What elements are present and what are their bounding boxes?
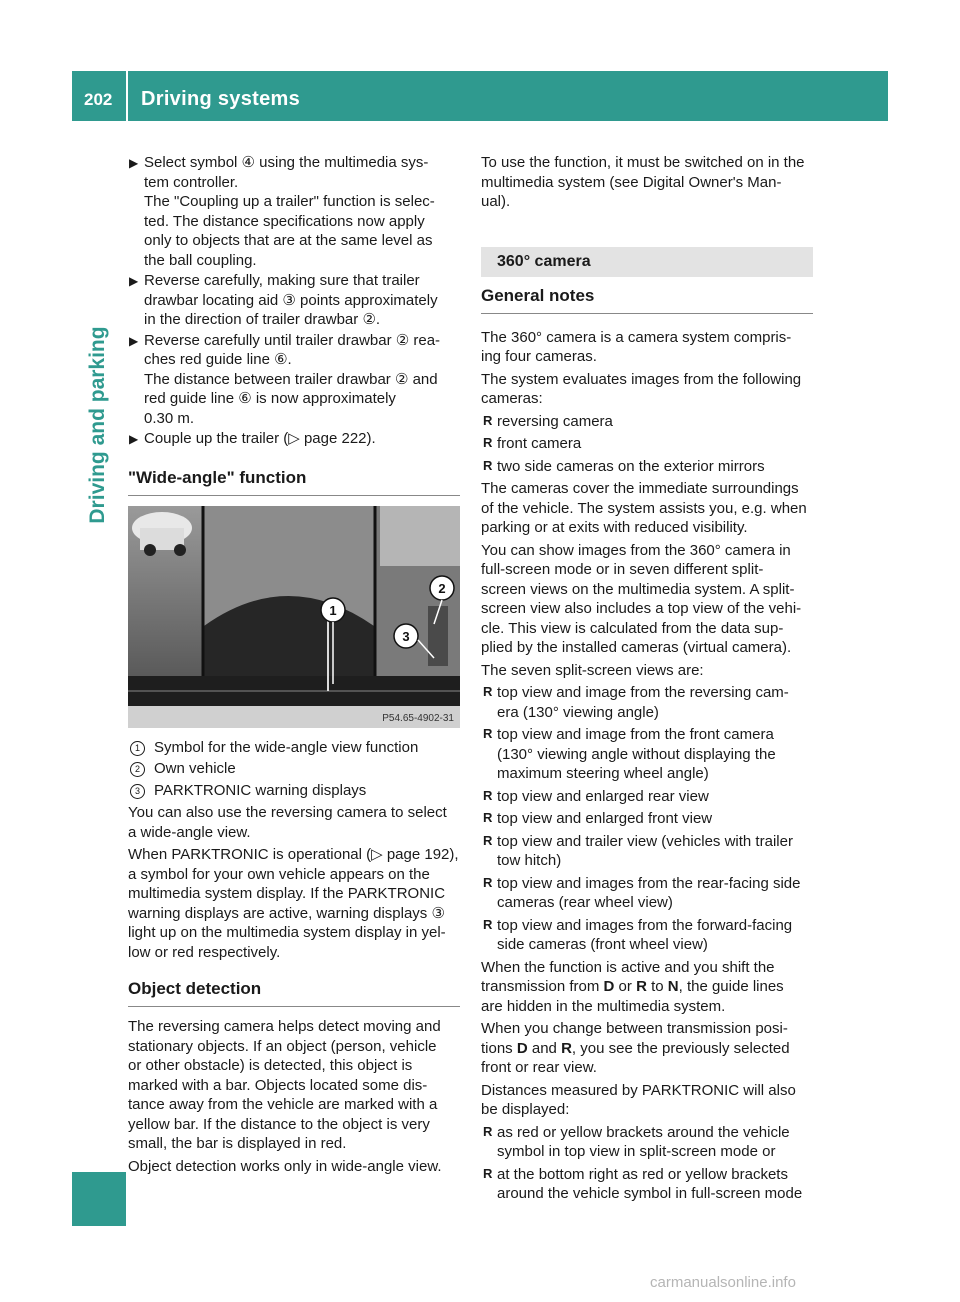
callout-3: 3 — [402, 628, 410, 644]
callout-1: 1 — [329, 602, 337, 618]
step-arrow-icon: ▶ — [129, 333, 139, 348]
object-detection-heading: Object detection — [128, 978, 460, 1007]
object-detection-paragraph-1 — [128, 1017, 460, 1154]
right-column — [481, 153, 813, 1207]
callout-2: 2 — [438, 580, 446, 596]
camera-section-band: 360° camera — [481, 247, 813, 277]
step-arrow-icon: ▶ — [129, 274, 139, 288]
paragraph: To use the function, it must be switched on in the multimedia system (see Digital Owner's Man- ual). — [481, 154, 805, 210]
legend-text: Symbol for the wide-angle view function — [154, 738, 419, 756]
general-paragraph-1 — [481, 328, 813, 367]
list-item: R top view and images from the rear-facing side cameras (rear wheel view) — [483, 874, 801, 911]
bullet-icon: R — [483, 916, 493, 932]
list-item: R top view and enlarged rear view — [483, 787, 709, 805]
wide-angle-paragraph-1 — [128, 803, 460, 842]
paragraph: The cameras cover the immediate surroundings of the vehicle. The system assists you, e.g. when parking or at exits with reduced visibility. — [481, 480, 807, 536]
bullet-icon: R — [483, 457, 493, 473]
figure-code: P54.65-4902-31 — [382, 712, 454, 724]
general-paragraph-7: When you change between transmission posi- tions D and R, you see the previously selected front or rear view. — [481, 1020, 790, 1076]
bullet-icon: R — [483, 412, 493, 428]
instruction-step: ▶ Couple up the trailer (▷ page 222). — [128, 429, 460, 449]
legend-number: 3 — [130, 784, 145, 799]
header-divider — [126, 71, 128, 121]
general-paragraph-5 — [481, 661, 813, 681]
legend-item — [128, 781, 460, 801]
bullet-icon: R — [483, 726, 493, 741]
bullet-icon: R — [483, 1123, 493, 1139]
step-arrow-icon: ▶ — [129, 432, 139, 446]
paragraph: When PARKTRONIC is operational (▷ page 192), a symbol for your own vehicle appears on the multimedia system display. If the PARKTRONIC warning displays are active, warning displays ③ light up on the multimedia system display in yel- low or red respectively. — [128, 846, 459, 961]
general-notes-heading: General notes — [481, 285, 813, 314]
bullet-icon: R — [483, 1165, 493, 1181]
general-paragraph-4 — [481, 541, 813, 658]
list-item: R two side cameras on the exterior mirrors — [483, 457, 765, 475]
footer-watermark: carmanualsonline.info — [650, 1274, 796, 1291]
bullet-icon: R — [483, 810, 493, 825]
paragraph: The 360° camera is a camera system compris- ing four cameras. — [481, 328, 792, 365]
list-item: R at the bottom right as red or yellow brackets around the vehicle symbol in full-screen mode — [483, 1165, 803, 1202]
step-arrow-icon: ▶ — [129, 156, 139, 170]
side-tab-label: Driving and parking — [86, 326, 109, 524]
wide-angle-heading: "Wide-angle" function — [128, 467, 460, 496]
wide-angle-paragraph-2 — [128, 845, 460, 962]
legend-item — [128, 759, 460, 779]
general-paragraph-3 — [481, 479, 813, 538]
list-item: R front camera — [483, 435, 582, 452]
camera-image — [128, 506, 460, 728]
figure-legend — [128, 738, 460, 801]
paragraph: Distances measured by PARKTRONIC will also be displayed: — [481, 1081, 796, 1118]
list-item: R as red or yellow brackets around the vehicle symbol in top view in split-screen mode or — [483, 1123, 790, 1160]
bullet-icon: R — [483, 787, 493, 803]
list-item: R top view and image from the reversing cam- era (130° viewing angle) — [483, 684, 789, 721]
general-paragraph-8 — [481, 1081, 813, 1120]
header-title: Driving systems — [141, 88, 301, 110]
list-item: R top view and images from the forward-facing side cameras (front wheel view) — [483, 916, 793, 953]
intro-paragraph — [481, 153, 813, 212]
bullet-icon: R — [483, 435, 493, 450]
list-item: R top view and image from the front camera (130° viewing angle without displaying the maximum steering wheel angle) — [483, 726, 776, 782]
side-tab-marker — [72, 1172, 126, 1226]
list-item: R reversing camera — [483, 412, 613, 430]
legend-number: 2 — [130, 762, 145, 777]
camera-list — [481, 412, 813, 477]
split-view-list — [481, 683, 813, 955]
object-detection-paragraph-2 — [128, 1157, 460, 1177]
paragraph: The seven split-screen views are: — [481, 661, 704, 679]
list-item: R top view and trailer view (vehicles with trailer tow hitch) — [483, 832, 793, 869]
instruction-step: ▶ Reverse carefully until trailer drawbar ② rea- ches red guide line ⑥. The distance between trailer drawbar ② and red guide line ⑥ is now approximately 0.30 m. — [129, 331, 441, 427]
paragraph: Object detection works only in wide-angle view. — [128, 1157, 442, 1175]
paragraph: The reversing camera helps detect moving and stationary objects. If an object (person, vehicle or other obstacle) is detected, this object is marked with a bar. Objects located some dis- tance away from the vehicle are marked with a yellow bar. If the distance to the object is very small, the bar is displayed in red. — [128, 1018, 441, 1152]
legend-item — [128, 738, 460, 758]
camera-illustration — [128, 506, 460, 728]
instruction-step: ▶ Reverse carefully, making sure that trailer drawbar locating aid ③ points approximately in the direction of trailer drawbar ②. — [129, 272, 438, 328]
instruction-step: ▶ Select symbol ④ using the multimedia sys- tem controller. The "Coupling up a trailer" function is selec- ted. The distance specifications now apply only to objects that are at the same level as the ball coupling. — [129, 154, 435, 269]
instruction-steps — [128, 153, 460, 449]
paragraph: The system evaluates images from the following cameras: — [481, 370, 802, 407]
paragraph: You can also use the reversing camera to select a wide-angle view. — [128, 804, 447, 841]
distance-list — [481, 1123, 813, 1204]
paragraph: You can show images from the 360° camera in full-screen mode or in seven different split- screen views on the multimedia system. A split- screen view also includes a top view of the vehi- cle. This view is calculated from the data sup- plied by the installed cameras (virtual camera). — [481, 541, 802, 656]
left-column — [128, 153, 460, 1179]
bullet-icon: R — [483, 874, 493, 890]
general-paragraph-2 — [481, 370, 813, 409]
page-number: 202 — [84, 90, 113, 109]
general-paragraph-6: When the function is active and you shift the transmission from D or R to N, the guide lines are hidden in the multimedia system. — [481, 958, 784, 1015]
legend-text: Own vehicle — [154, 760, 236, 777]
legend-text: PARKTRONIC warning displays — [154, 781, 367, 799]
bullet-icon: R — [483, 832, 493, 848]
bullet-icon: R — [483, 684, 493, 699]
legend-number: 1 — [130, 741, 145, 756]
list-item: R top view and enlarged front view — [483, 810, 713, 827]
